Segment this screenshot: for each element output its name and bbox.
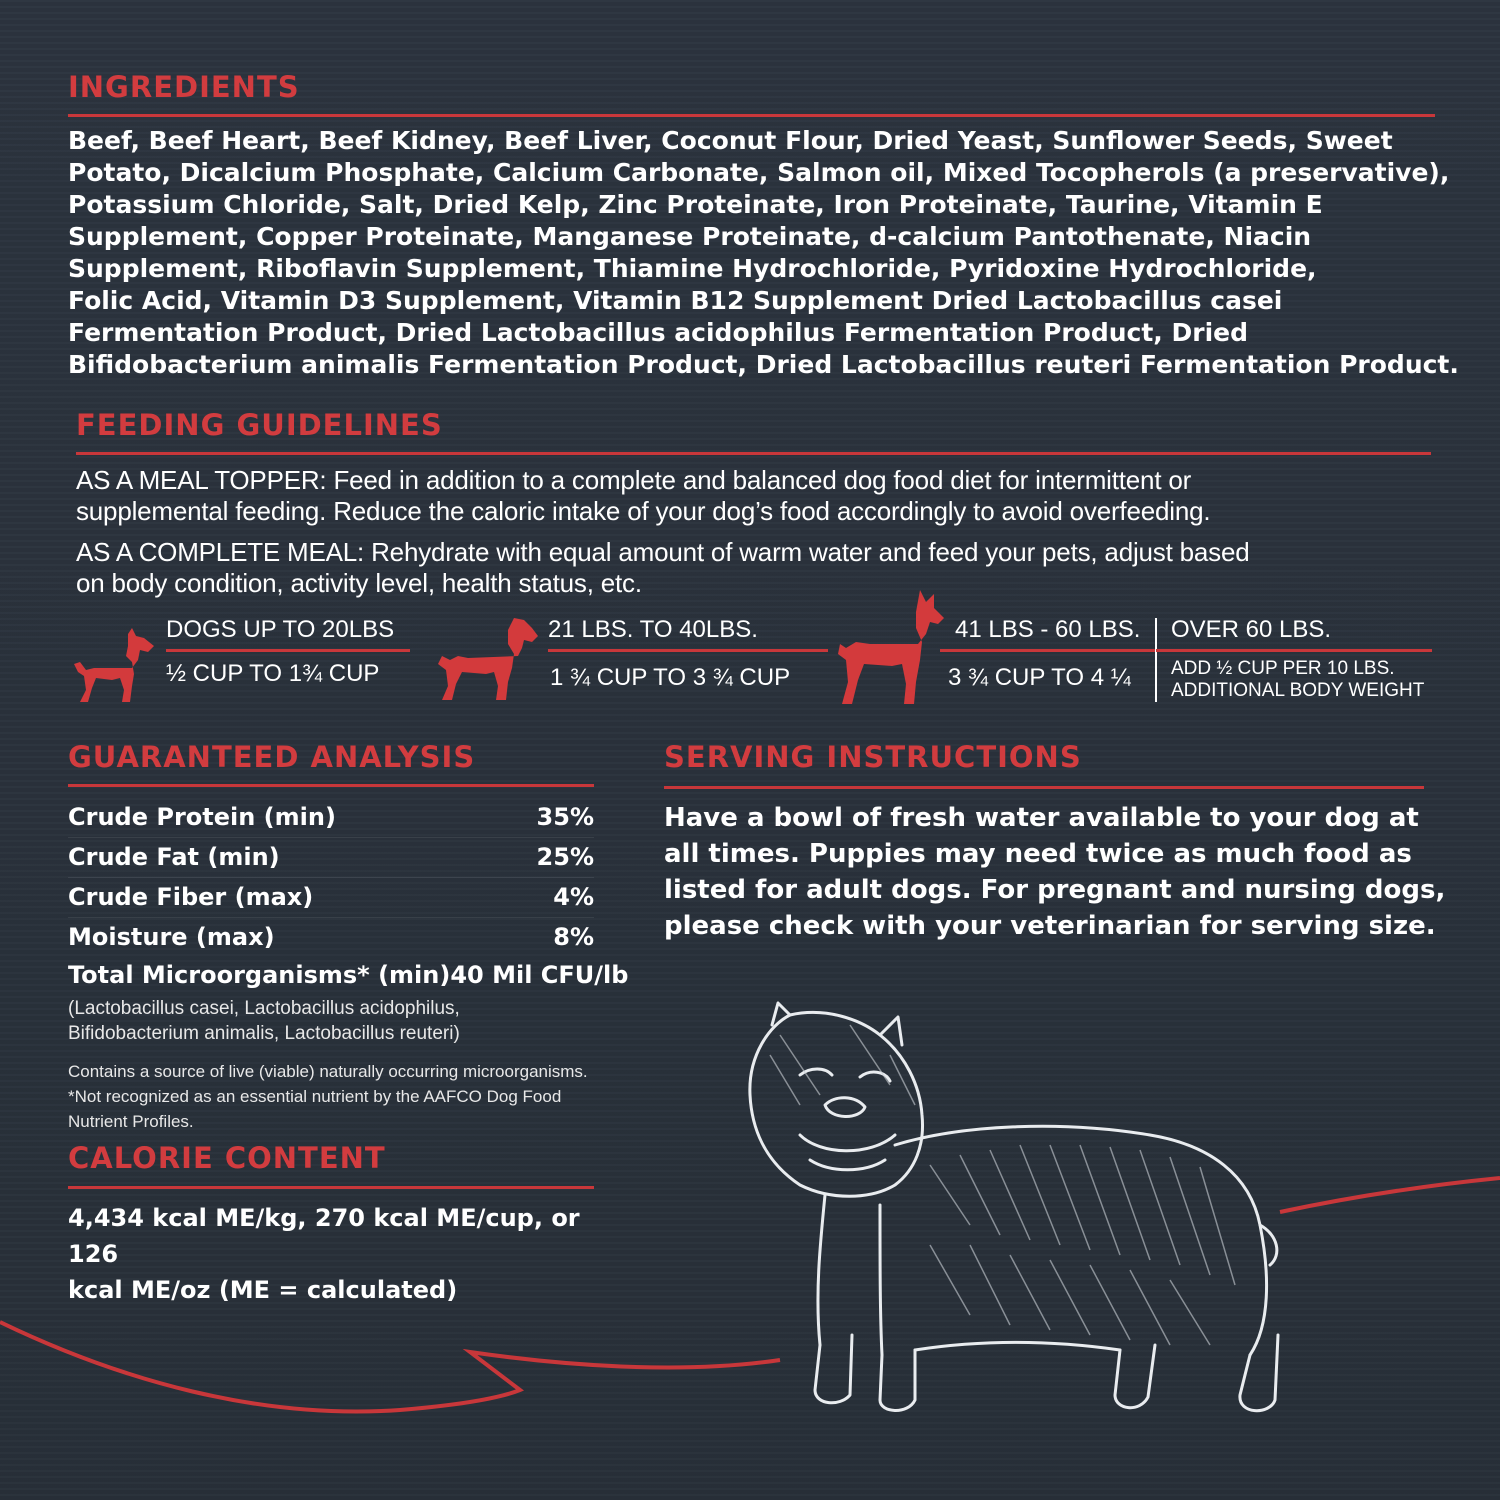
- strain-line: (Lactobacillus casei, Lactobacillus acidophilus,: [68, 998, 460, 1019]
- analysis-row: [68, 877, 594, 917]
- tier-divider: [548, 649, 828, 652]
- analysis-value: 8%: [553, 923, 594, 951]
- serving-line: listed for adult dogs. For pregnant and nursing dogs,: [664, 875, 1446, 905]
- analysis-value: 35%: [536, 803, 594, 831]
- analysis-note: Contains a source of live (viable) naturally occurring microorganisms.: [68, 1062, 588, 1081]
- ingredients-line: Fermentation Product, Dried Lactobacillus acidophilus Fermentation Product, Dried: [68, 318, 1248, 347]
- ingredients-divider: [68, 114, 1435, 117]
- small-dog-icon: [66, 626, 162, 706]
- tier-weight: OVER 60 LBS.: [1171, 616, 1332, 643]
- calorie-line: kcal ME/oz (ME = calculated): [68, 1276, 458, 1304]
- calorie-divider: [68, 1186, 594, 1189]
- analysis-row: [68, 797, 594, 837]
- serving-line: all times. Puppies may need twice as much food as: [664, 839, 1412, 869]
- feeding-topper-line: AS A MEAL TOPPER: Feed in addition to a complete and balanced dog food diet for intermittent or: [76, 465, 1192, 495]
- serving-divider: [664, 786, 1424, 789]
- large-dog-icon: [830, 588, 948, 708]
- calorie-line: 4,434 kcal ME/kg, 270 kcal ME/cup, or 126: [68, 1204, 580, 1268]
- micro-value: 40 Mil CFU/lb: [450, 961, 629, 989]
- tier-weight: 41 LBS - 60 LBS.: [955, 616, 1141, 643]
- ingredients-line: Bifidobacterium animalis Fermentation Product, Dried Lactobacillus reuteri Fermentation Product.: [68, 350, 1459, 379]
- analysis-value: 4%: [553, 883, 594, 911]
- ingredients-line: Supplement, Riboflavin Supplement, Thiamine Hydrochloride, Pyridoxine Hydrochloride,: [68, 254, 1317, 283]
- calorie-heading: CALORIE CONTENT: [68, 1141, 386, 1175]
- analysis-label: Crude Protein (min): [68, 803, 336, 831]
- analysis-row: [68, 917, 594, 957]
- micro-row: [68, 961, 628, 989]
- tier-amount: ½ CUP TO 1¾ CUP: [166, 660, 380, 687]
- tier-divider: [166, 649, 410, 652]
- analysis-value: 25%: [536, 843, 594, 871]
- tier-amount-line: ADDITIONAL BODY WEIGHT: [1171, 680, 1425, 701]
- micro-label: Total Microorganisms* (min): [68, 961, 451, 989]
- feeding-complete: [76, 537, 1476, 599]
- ingredients-text: [68, 125, 1488, 381]
- bulldog-illustration: [730, 995, 1290, 1435]
- feeding-topper: [76, 465, 1476, 527]
- feeding-divider: [76, 452, 1431, 455]
- ingredients-heading: INGREDIENTS: [68, 70, 300, 104]
- feeding-topper-line: supplemental feeding. Reduce the caloric intake of your dog’s food accordingly to avoid overfeeding.: [76, 496, 1211, 526]
- feeding-heading: FEEDING GUIDELINES: [76, 408, 443, 442]
- analysis-label: Moisture (max): [68, 923, 275, 951]
- analysis-note: Nutrient Profiles.: [68, 1112, 194, 1131]
- serving-line: please check with your veterinarian for serving size.: [664, 911, 1436, 941]
- analysis-heading: GUARANTEED ANALYSIS: [68, 740, 476, 774]
- tier-weight: DOGS UP TO 20LBS: [166, 616, 395, 643]
- feeding-complete-line: AS A COMPLETE MEAL: Rehydrate with equal amount of warm water and feed your pets, adjust based: [76, 537, 1250, 567]
- tier-amount: [1171, 658, 1424, 702]
- analysis-note: *Not recognized as an essential nutrient by the AAFCO Dog Food: [68, 1087, 562, 1106]
- serving-heading: SERVING INSTRUCTIONS: [664, 740, 1082, 774]
- ingredients-line: Beef, Beef Heart, Beef Kidney, Beef Liver, Coconut Flour, Dried Yeast, Sunflower Seeds, Sweet: [68, 126, 1393, 155]
- analysis-notes: [68, 1059, 628, 1134]
- tier-separator: [1155, 618, 1157, 702]
- serving-line: Have a bowl of fresh water available to your dog at: [664, 803, 1419, 833]
- ingredients-line: Potassium Chloride, Salt, Dried Kelp, Zinc Proteinate, Iron Proteinate, Taurine, Vitamin E: [68, 190, 1323, 219]
- tier-amount: 1 ¾ CUP TO 3 ¾ CUP: [550, 664, 791, 691]
- tier-divider: [1156, 649, 1432, 652]
- tier-amount-line: ADD ½ CUP PER 10 LBS.: [1171, 658, 1395, 679]
- feeding-complete-line: on body condition, activity level, health status, etc.: [76, 568, 642, 598]
- medium-dog-icon: [428, 614, 542, 704]
- strain-list: [68, 996, 608, 1046]
- ingredients-line: Folic Acid, Vitamin D3 Supplement, Vitamin B12 Supplement Dried Lactobacillus casei: [68, 286, 1283, 315]
- analysis-label: Crude Fat (min): [68, 843, 280, 871]
- calorie-text: [68, 1200, 628, 1308]
- analysis-divider: [68, 784, 594, 787]
- ingredients-line: Supplement, Copper Proteinate, Manganese Proteinate, d-calcium Pantothenate, Niacin: [68, 222, 1312, 251]
- serving-text: [664, 800, 1464, 944]
- analysis-row: [68, 837, 594, 877]
- strain-line: Bifidobacterium animalis, Lactobacillus reuteri): [68, 1023, 460, 1044]
- tier-weight: 21 LBS. TO 40LBS.: [548, 616, 758, 643]
- ingredients-line: Potato, Dicalcium Phosphate, Calcium Carbonate, Salmon oil, Mixed Tocopherols (a preservative),: [68, 158, 1450, 187]
- tier-divider: [940, 649, 1156, 652]
- analysis-label: Crude Fiber (max): [68, 883, 314, 911]
- tier-amount: 3 ¾ CUP TO 4 ¼: [948, 664, 1131, 691]
